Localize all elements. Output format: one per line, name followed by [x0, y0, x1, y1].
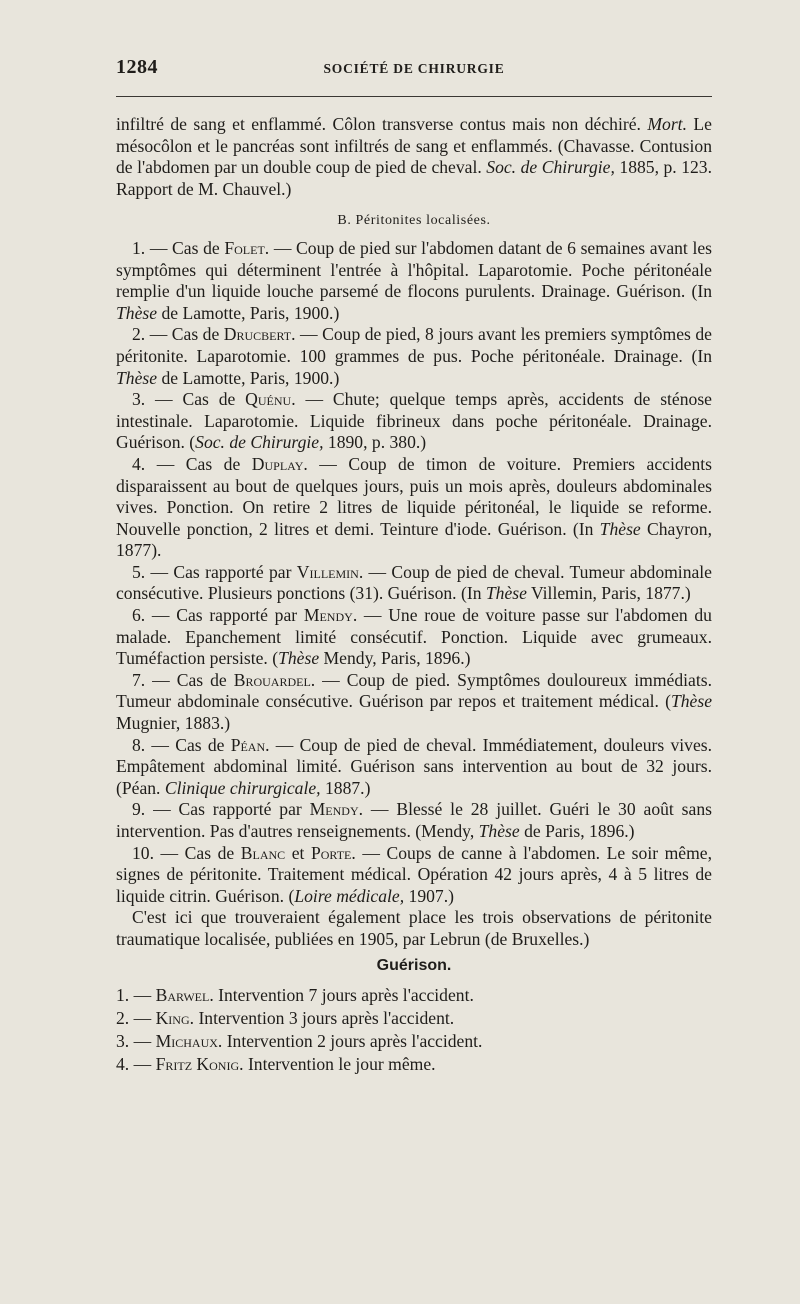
italic-text: Thèse: [478, 821, 520, 841]
text-run: . — Une roue de voiture passe sur l'abdomen du malade. Epanchement limité consécutif. Ponction. Liquide avec grumeaux. Tuméfaction persiste. (: [116, 605, 712, 669]
text-run: de Lamotte, Paris, 1900.): [157, 367, 340, 388]
case-entry: [116, 735, 712, 800]
text-run: . — Chute; quelque temps après, accidents de sténose intestinale. Laparotomie. Liquide fibrineux dans poche péritonéale. Drainage. Guérison. (: [116, 389, 712, 453]
case-entry: [116, 454, 712, 562]
case-entry: [116, 843, 712, 908]
guerison-list: [116, 984, 712, 1076]
page-number: 1284: [116, 56, 158, 78]
text-run: 9. — Cas rapporté par: [132, 799, 310, 820]
subheading-guerison: Guérison.: [376, 956, 452, 974]
text-run: 3. —: [116, 1031, 156, 1052]
running-title: SOCIÉTÉ DE CHIRURGIE: [323, 61, 505, 76]
text-run: . — Coups de canne à l'abdomen. Le soir même, signes de péritonite. Traitement médical. Opération 42 jours après, 4 à 5 litres de liquide citrin. Guérison. (: [116, 842, 712, 906]
text-run: 3. — Cas de: [132, 389, 246, 410]
text-run: . — Coup de pied, 8 jours avant les premiers symptômes de péritonite. Laparotomie. 100 grammes de pus. Poche péritonéale. Drainage. (In: [116, 324, 712, 366]
text-run: 7. — Cas de: [132, 669, 234, 690]
author-name: Folet: [224, 237, 265, 258]
author-name: Porte: [310, 842, 352, 863]
italic-text: Thèse: [116, 302, 158, 323]
italic-text: Loire médicale,: [294, 885, 405, 906]
text-run: . — Coup de pied de cheval. Immédiatement, douleurs vives. Empâtement abdominal limité. Guérison sans intervention au bout de 32 jours. (Péan.: [116, 734, 712, 798]
italic-text: Mort.: [647, 114, 687, 134]
text-run: . — Coup de pied sur l'abdomen datant de 6 semaines avant les symptômes qui déterminent l'entrée à l'hôpital. Laparotomie. Poche péritonéale remplie d'un liquide louche parsemé de flocons purulents. Drainage. Guérison. (In: [116, 237, 712, 302]
text-run: 1885, p. 123. Rapport de M. Chauvel.): [116, 157, 712, 199]
list-item: [116, 984, 712, 1007]
case-entry: [116, 670, 712, 735]
text-run: 1890, p. 380.): [323, 432, 427, 453]
text-run: de Lamotte, Paris, 1900.): [157, 302, 340, 323]
header-rule: [116, 96, 712, 97]
text-run: . — Coup de timon de voiture. Premiers accidents disparaissent au bout de quelques jours, puis un mois après, douleurs abdominales vives. Ponction. On retire 2 litres de liquide péritonéal, le liquide se reforme. Nouvelle ponction, 2 litres et demi. Teinture d'iode. Guérison. (In: [116, 453, 712, 539]
text-run: 2. —: [116, 1008, 156, 1029]
text-run: 10. — Cas de: [132, 842, 241, 863]
text-run: de Paris, 1896.): [519, 821, 635, 841]
text-run: Mugnier, 1883.): [116, 713, 231, 734]
list-item: [116, 1053, 712, 1076]
text-run: et: [285, 842, 311, 863]
text-run: 8. — Cas de: [132, 734, 231, 755]
italic-text: Thèse: [278, 648, 320, 669]
paragraph-continued: [116, 114, 712, 200]
case-entry: [116, 799, 712, 842]
text-run: 6. — Cas rapporté par: [132, 605, 304, 626]
author-name: Barwel: [155, 985, 210, 1006]
text-run: . Intervention le jour même.: [239, 1054, 436, 1075]
text-run: . — Coup de pied. Symptômes douloureux immédiats. Tumeur abdominale consécutive. Guérison par repos et traitement médical. (: [116, 669, 712, 712]
section-heading: B. Péritonites localisées.: [337, 213, 491, 229]
text-run: . — Blessé le 28 juillet. Guéri le 30 août sans intervention. Pas d'autres renseignements. (Mendy,: [116, 799, 712, 841]
case-entry: [116, 605, 712, 670]
page-body: [116, 114, 712, 1076]
author-name: King: [155, 1008, 190, 1029]
text-run: 4. —: [116, 1054, 156, 1075]
author-name: Fritz Konig: [155, 1054, 240, 1075]
case-entry: [116, 389, 712, 454]
text-run: Villemin, Paris, 1877.): [526, 583, 691, 604]
author-name: Blanc: [240, 842, 286, 863]
text-run: . Intervention 7 jours après l'accident.: [209, 985, 474, 1006]
list-item: [116, 1030, 712, 1053]
case-entry: [116, 324, 712, 389]
italic-text: Soc. de Chirurgie,: [195, 432, 324, 453]
author-name: Michaux: [155, 1031, 218, 1052]
author-name: Péan: [230, 734, 266, 755]
list-item: [116, 1007, 712, 1030]
text-run: Chayron, 1877).: [116, 518, 712, 561]
text-run: Le mésocôlon et le pancréas sont infiltrés de sang et enflammés. (Chavasse. Contusion de l'abdomen par un double coup de pied de cheval.: [116, 114, 712, 178]
text-run: Mendy, Paris, 1896.): [319, 648, 471, 669]
italic-text: Thèse: [485, 583, 527, 604]
text-run: 2. — Cas de: [132, 324, 224, 345]
author-name: Drucbert: [223, 324, 292, 345]
italic-text: Thèse: [599, 518, 641, 539]
author-name: Mendy: [303, 605, 353, 626]
italic-text: Clinique chirurgicale,: [164, 777, 321, 798]
case-entry: [116, 562, 712, 605]
case-list: [116, 238, 712, 907]
text-run: C'est ici que trouveraient également place les trois observations de péritonite traumatique localisée, publiées en 1905, par Lebrun (de Bruxelles.): [116, 907, 712, 949]
text-run: . — Coup de pied de cheval. Tumeur abdominale consécutive. Plusieurs ponctions (31). Guérison. (In: [116, 561, 712, 604]
text-run: 1907.): [404, 885, 454, 906]
text-run: 4. — Cas de: [132, 453, 252, 474]
author-name: Mendy: [309, 799, 359, 820]
italic-text: Thèse: [116, 367, 158, 388]
italic-text: Thèse: [670, 691, 712, 712]
italic-text: Soc. de Chirurgie,: [486, 157, 615, 178]
author-name: Duplay: [251, 453, 304, 474]
text-run: . Intervention 3 jours après l'accident.: [189, 1008, 455, 1029]
author-name: Brouardel: [233, 669, 311, 690]
author-name: Quénu: [245, 389, 292, 410]
text-run: 1. — Cas de: [132, 237, 225, 258]
text-run: . Intervention 2 jours après l'accident.: [217, 1031, 483, 1052]
text-run: 1. —: [116, 985, 156, 1006]
author-name: Villemin: [296, 561, 359, 582]
case-entry: [116, 238, 712, 324]
closing-paragraph: [116, 907, 712, 950]
text-run: infiltré de sang et enflammé. Côlon transverse contus mais non déchiré.: [116, 114, 648, 134]
text-run: 1887.): [320, 777, 371, 798]
page-header: [116, 56, 712, 86]
text-run: 5. — Cas rapporté par: [132, 561, 297, 582]
